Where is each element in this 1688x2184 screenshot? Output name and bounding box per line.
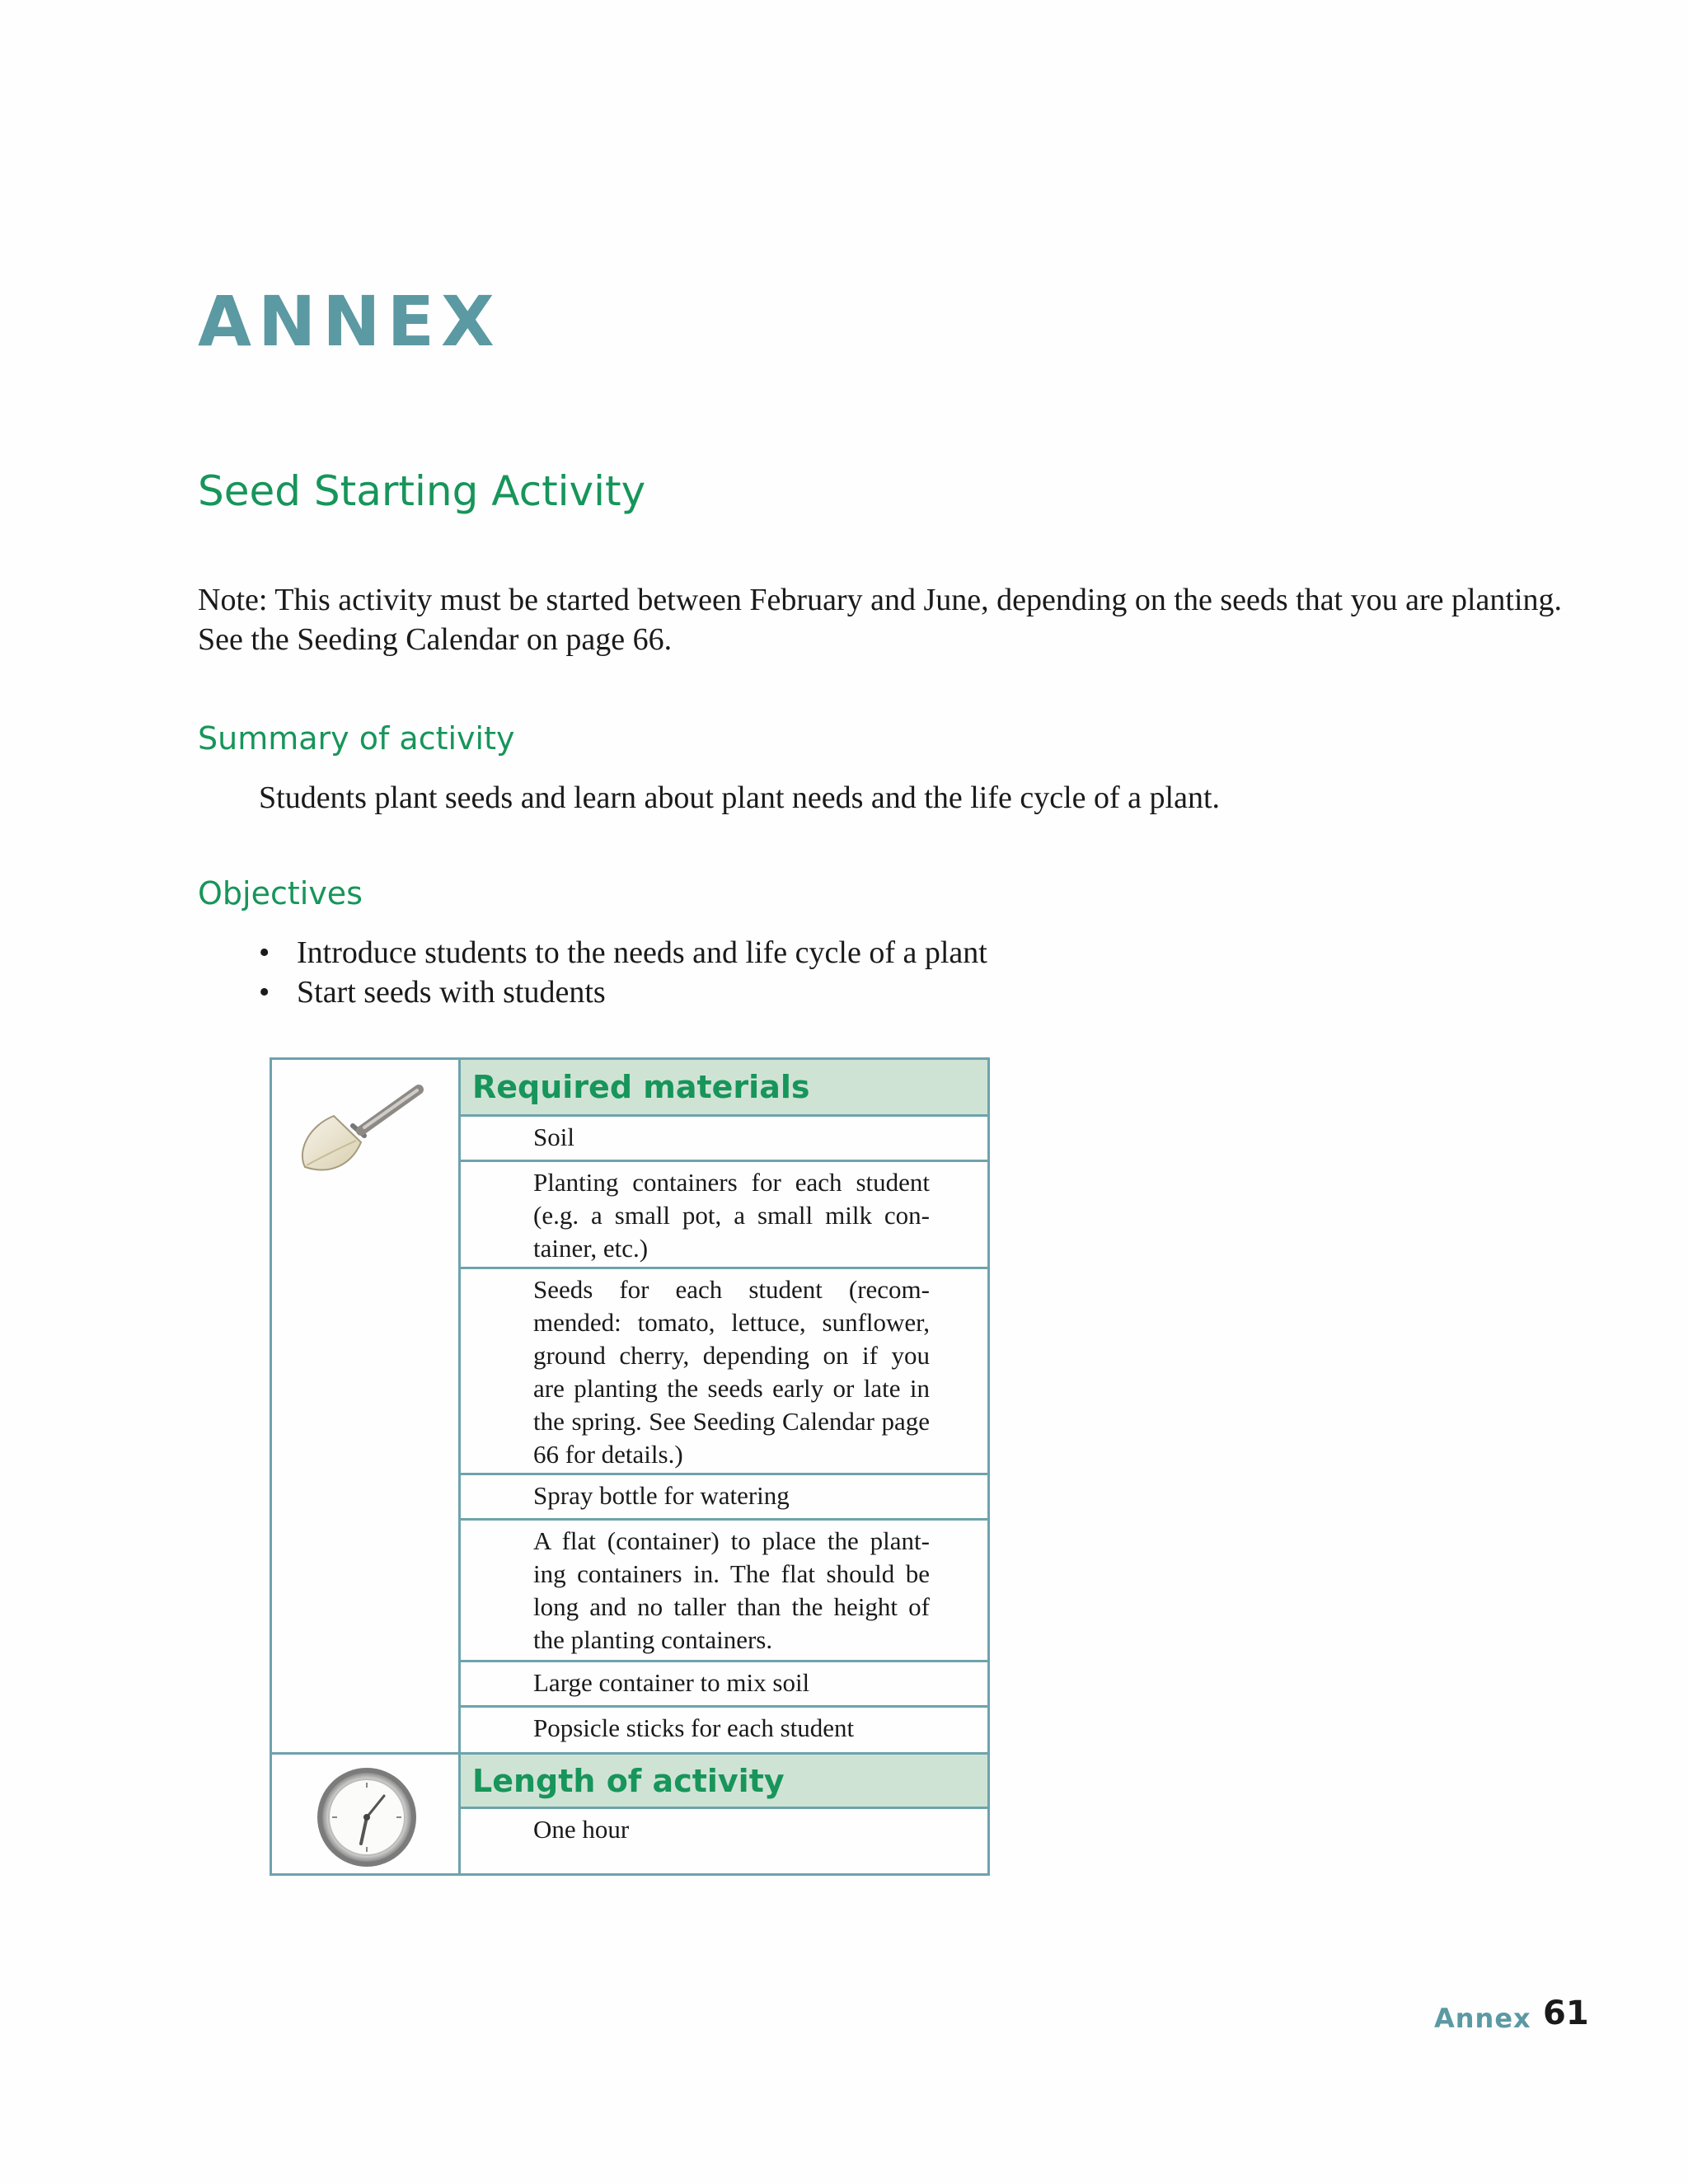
activity-note: Note: This activity must be started between February and June, depending on the seeds that you are planting. See the Seeding Calendar on page 66.: [198, 583, 1563, 657]
material-row-seeds: Seeds for each student (recom-mended: tomato, lettuce, sunflower, ground cherry, depending on if you are planting the seeds early or late in the spring. See Seeding Calendar page 66 for details.): [461, 1269, 987, 1475]
length-heading: Length of activity: [461, 1755, 987, 1809]
length-column: [461, 1755, 987, 1873]
material-row-flat: A flat (container) to place the plant-ing containers in. The flat should be long and no taller than the height of the planting containers.: [461, 1521, 987, 1662]
clock-icon: [272, 1758, 461, 1873]
section-title: Seed Starting Activity: [198, 467, 646, 515]
footer-section-label: Annex: [1434, 2003, 1531, 2034]
summary-text: Students plant seeds and learn about plant needs and the life cycle of a plant.: [259, 780, 1221, 815]
length-row: One hour: [533, 1815, 630, 1844]
page-number: 61: [1543, 1994, 1589, 2032]
material-row-spray-bottle: Spray bottle for watering: [461, 1475, 987, 1521]
material-row-mix-container: Large container to mix soil: [461, 1662, 987, 1708]
objective-item: • Start seeds with students: [259, 972, 987, 1012]
materials-table: [270, 1057, 990, 1876]
material-row-soil: Soil: [461, 1117, 987, 1162]
trowel-icon: [272, 1068, 461, 1200]
objective-item: • Introduce students to the needs and life cycle of a plant: [259, 933, 987, 972]
material-row-popsicle-sticks: Popsicle sticks for each student: [533, 1713, 855, 1742]
materials-heading: Required materials: [461, 1060, 987, 1117]
material-row-containers: Planting containers for each student (e.g. a small pot, a small milk con-tainer, etc.): [461, 1162, 987, 1269]
materials-column: [461, 1060, 987, 1755]
page-title: ANNEX: [198, 281, 501, 362]
objectives-heading: Objectives: [198, 875, 363, 912]
objectives-list: [259, 933, 987, 1012]
length-icon-cell: [272, 1755, 461, 1873]
materials-icon-cell: [272, 1060, 461, 1755]
summary-heading: Summary of activity: [198, 720, 515, 757]
